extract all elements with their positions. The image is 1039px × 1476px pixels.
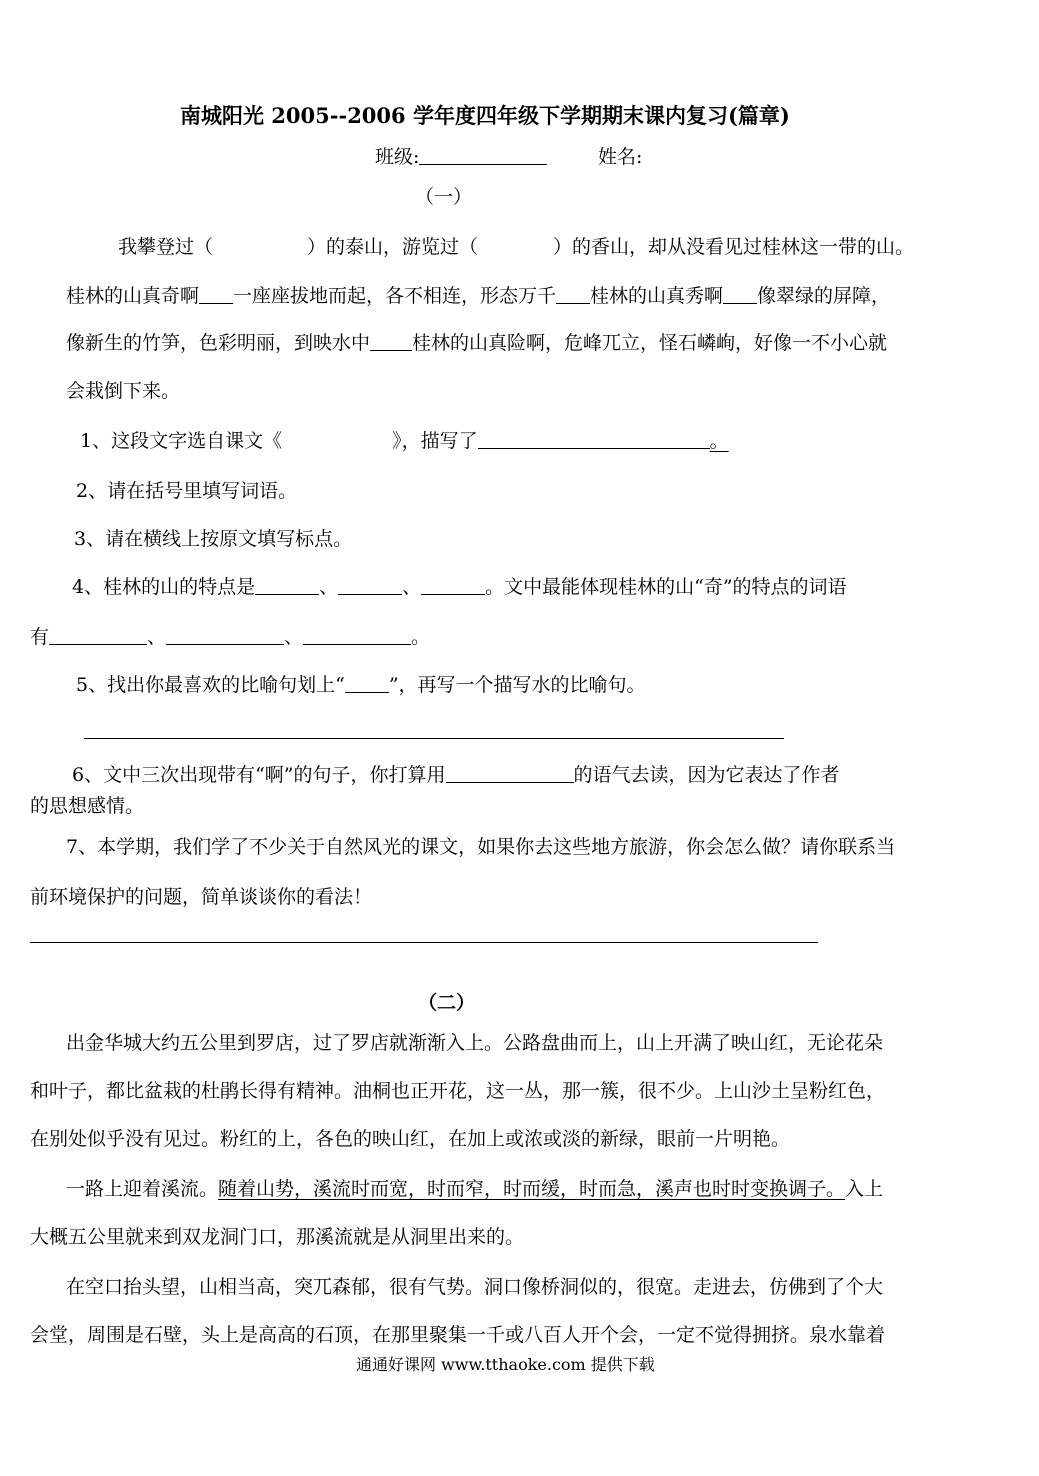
passage-line-3: 像新生的竹笋，色彩明丽，到映水中 桂林的山真险啊，危峰兀立，怪石嶙峋，好像一不小心就 (66, 332, 888, 354)
question-2: 2、请在括号里填写词语。 (76, 480, 298, 502)
description-blank[interactable] (478, 429, 710, 449)
feature-blank[interactable] (421, 575, 485, 595)
punctuation-blank[interactable] (723, 284, 757, 304)
passage2-line-5: 大概五公里就来到双龙洞门口，那溪流就是从洞里出来的。 (30, 1226, 525, 1248)
underlined-sentence: 随着山势，溪流时而宽，时而窄，时而缓，时而急，溪声也时时变换调子。 (218, 1178, 846, 1200)
question-1: 1、这段文字选自课文《 》，描写了 。 (80, 430, 729, 452)
question-5: 5、找出你最喜欢的比喻句划上“ ”，再写一个描写水的比喻句。 (76, 674, 646, 696)
word-blank[interactable] (49, 625, 147, 645)
footer-download-note: 通通好课网 www.tthaoke.com 提供下载 (356, 1355, 655, 1374)
question-7: 7、本学期，我们学了不少关于自然风光的课文，如果你去这些地方旅游，你会怎么做？请你联系当 (66, 836, 896, 858)
question-6: 6、文中三次出现带有“啊”的句子，你打算用 的语气去读，因为它表达了作者 (72, 764, 840, 786)
word-blank[interactable] (166, 625, 284, 645)
passage-line-1: 我攀登过（ ）的泰山，游览过（ ）的香山，却从没看见过桂林这一带的山。 (118, 236, 915, 258)
question-4-continued: 有 、 、 。 (30, 626, 431, 648)
feature-blank[interactable] (255, 575, 319, 595)
passage2-line-3: 在别处似乎没有见过。粉红的上，各色的映山红，在加上或浓或淡的新绿，眼前一片明艳。 (30, 1128, 791, 1150)
passage2-line-1: 出金华城大约五公里到罗店，过了罗店就渐渐入上。公路盘曲而上，山上开满了映山红，无论花朵 (66, 1032, 884, 1054)
passage2-line-6: 在空口抬头望，山相当高，突兀森郁，很有气势。洞口像桥洞似的，很宽。走进去，仿佛到了个大 (66, 1276, 884, 1298)
page-title: 南城阳光 2005--2006 学年度四年级下学期期末课内复习(篇章) (180, 103, 790, 128)
section-heading-1: （一） (415, 186, 473, 208)
question-7-continued: 前环境保护的问题，简单谈谈你的看法！ (30, 886, 373, 908)
passage2-line-7: 会堂，周围是石壁，头上是高高的石顶，在那里聚集一千或八百人开个会，一定不觉得拥挤。泉水靠着 (30, 1324, 886, 1346)
passage2-line-2: 和叶子，都比盆栽的杜鹃长得有精神。油桐也正开花，这一丛，那一簇，很不少。上山沙土呈粉红色， (30, 1080, 886, 1102)
mark-sample-blank[interactable] (345, 673, 389, 693)
passage-line-4: 会栽倒下来。 (66, 380, 181, 402)
class-label: 班级: (375, 146, 420, 168)
question-4: 4、桂林的山的特点是 、 、 。文中最能体现桂林的山“奇”的特点的词语 (72, 576, 847, 598)
feature-blank[interactable] (338, 575, 402, 595)
word-blank[interactable] (303, 625, 411, 645)
answer-line-5[interactable] (84, 738, 784, 739)
section-heading-2: （二） (418, 992, 476, 1014)
question-3: 3、请在横线上按原文填写标点。 (74, 528, 353, 550)
class-blank[interactable] (419, 145, 547, 165)
punctuation-blank[interactable] (199, 284, 233, 304)
answer-line-7[interactable] (30, 942, 818, 943)
question-6-continued: 的思想感情。 (30, 795, 145, 817)
punctuation-blank[interactable] (370, 331, 412, 351)
tone-blank[interactable] (446, 763, 574, 783)
passage2-line-4: 一路上迎着溪流。随着山势，溪流时而宽，时而窄，时而缓，时而急，溪声也时时变换调子。入上 (66, 1178, 884, 1200)
passage-line-2: 桂林的山真奇啊 一座座拔地而起，各不相连，形态万千 桂林的山真秀啊 像翠绿的屏障， (66, 285, 891, 307)
punctuation-blank[interactable] (556, 284, 590, 304)
name-label: 姓名: (598, 146, 643, 168)
class-field (375, 142, 547, 169)
